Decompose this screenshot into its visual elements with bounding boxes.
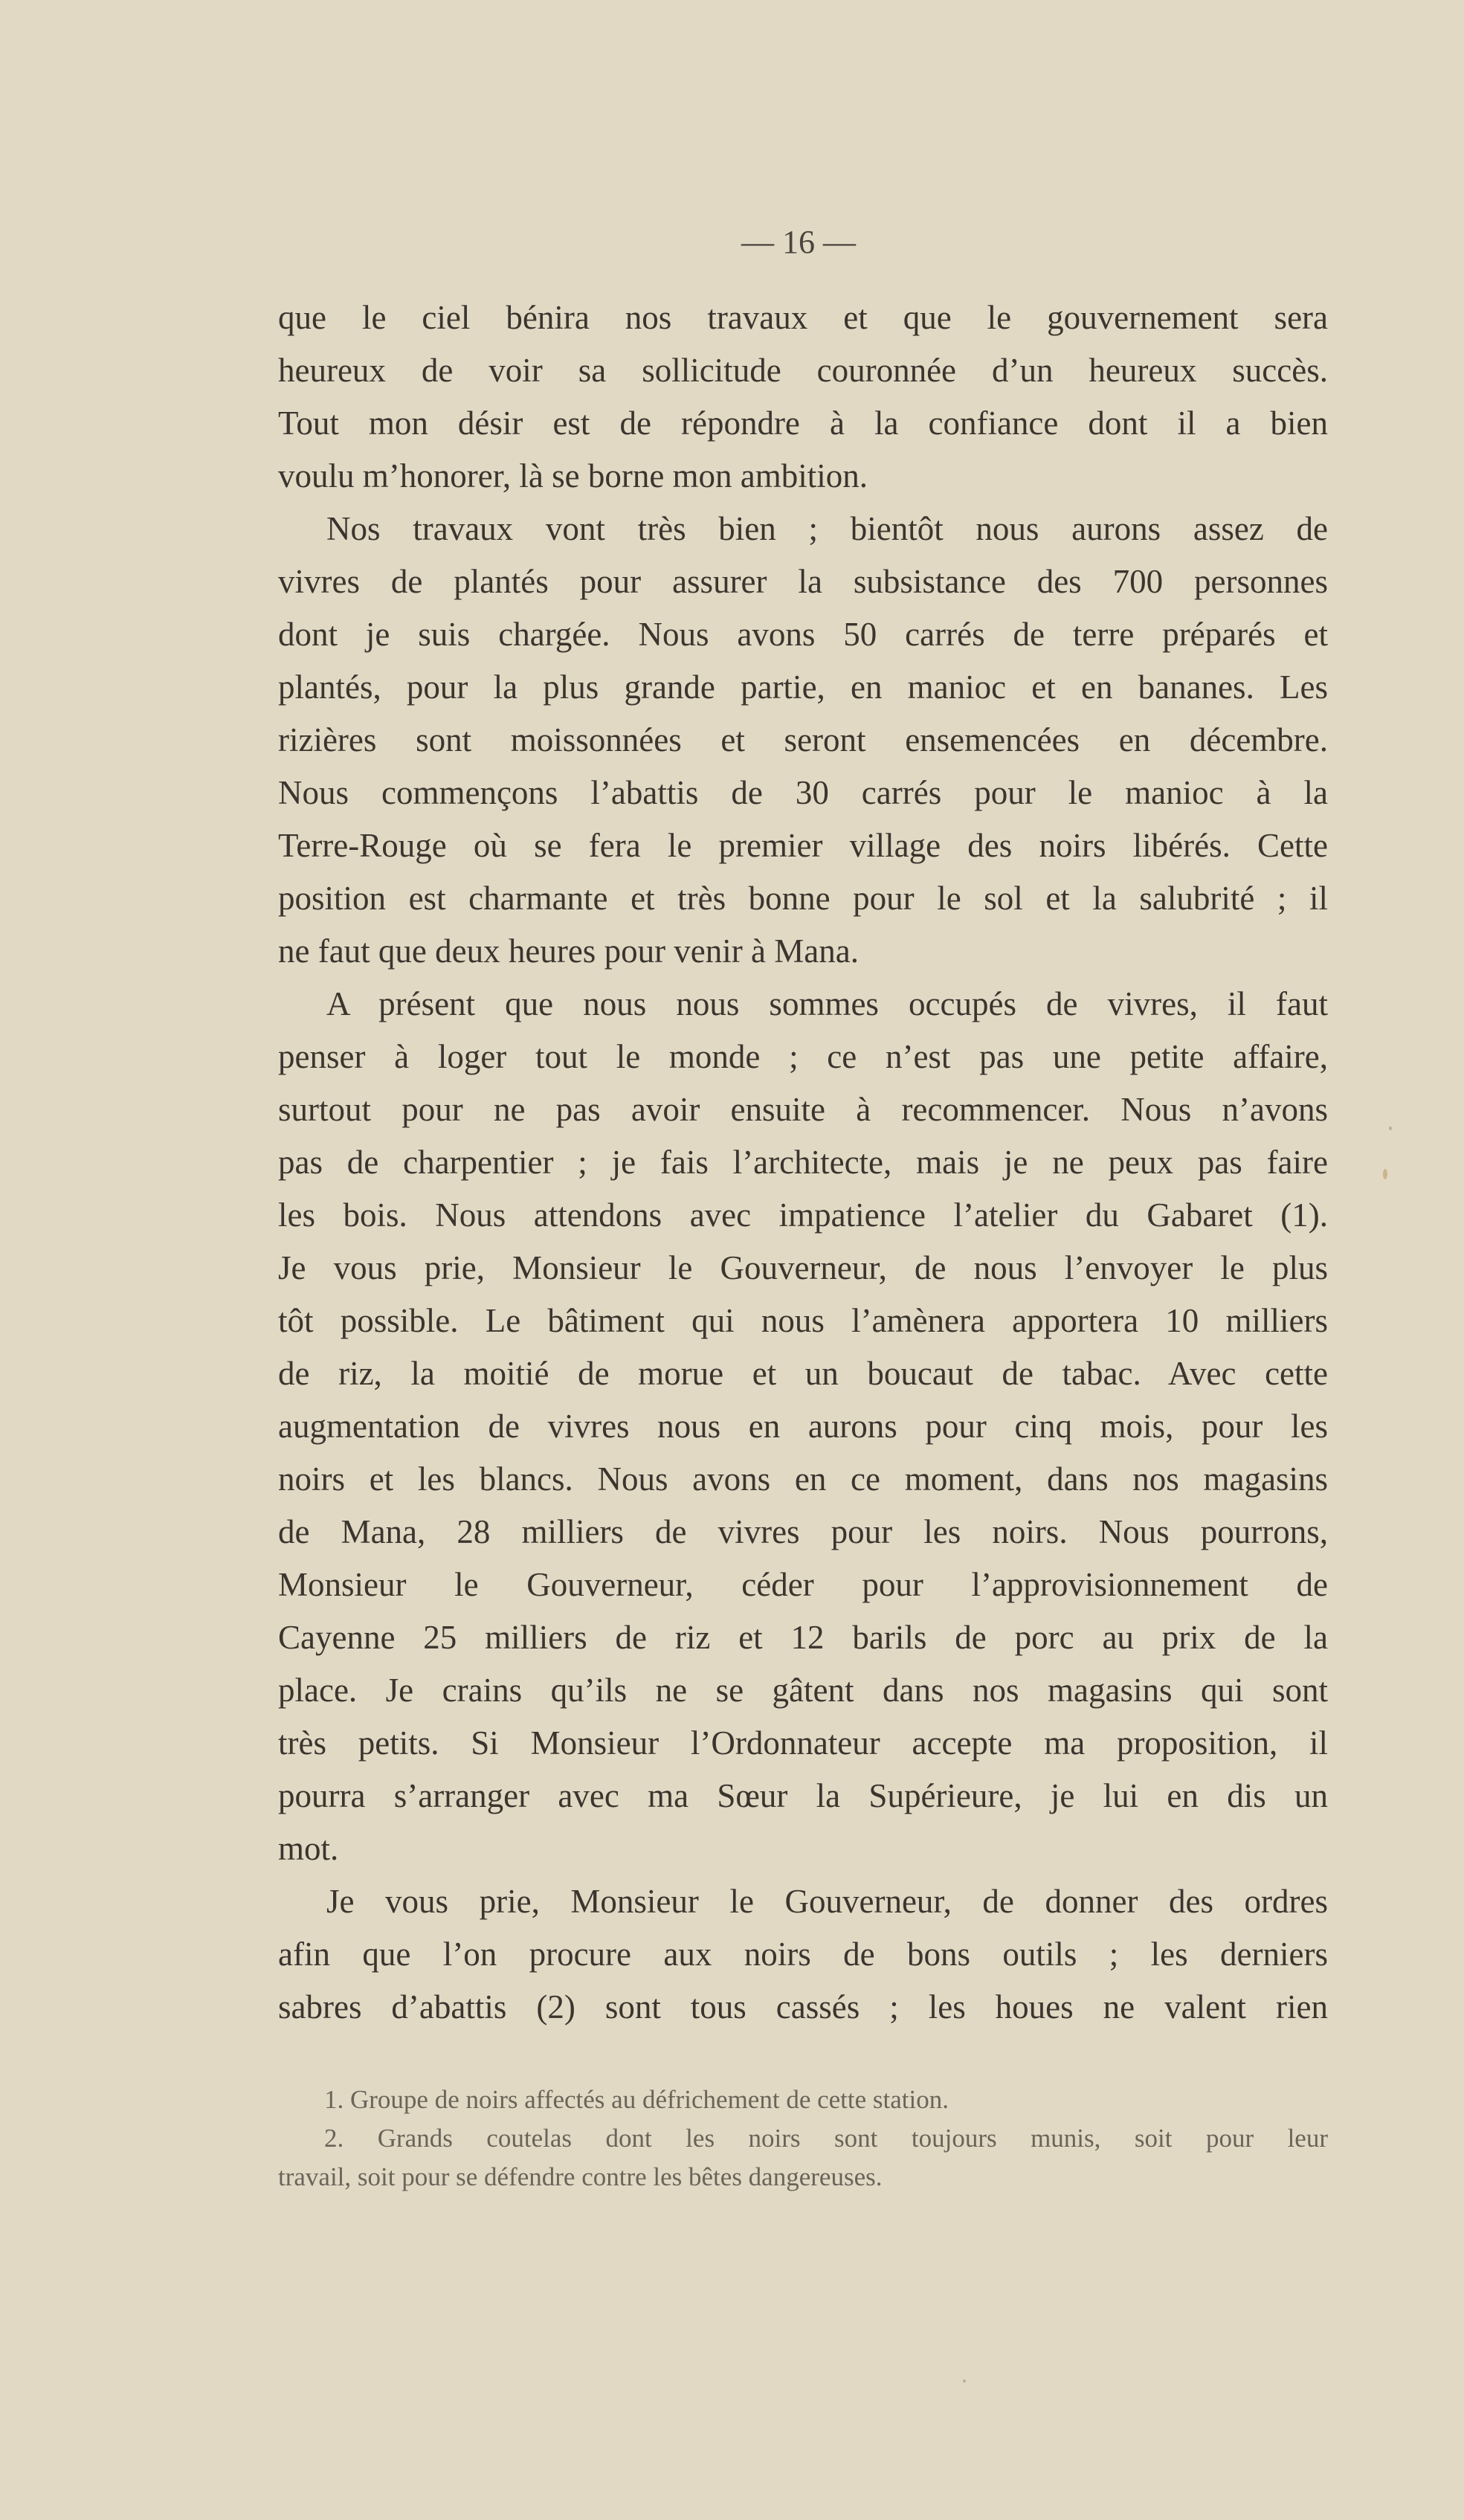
text-line: mot. <box>278 1830 339 1867</box>
text-line: penser à loger tout le monde ; ce n’est pas une petite affaire, <box>278 1038 1328 1075</box>
text-line: afin que l’on procure aux noirs de bons outils ; les derniers <box>278 1936 1328 1973</box>
text-line: très petits. Si Monsieur l’Ordonnateur accepte ma proposition, il <box>278 1724 1328 1762</box>
text-line: Monsieur le Gouverneur, céder pour l’approvisionnement de <box>278 1566 1328 1603</box>
paragraph <box>278 978 1328 1875</box>
text-line: Nous commençons l’abattis de 30 carrés pour le manioc à la <box>278 774 1328 811</box>
text-line: Je vous prie, Monsieur le Gouverneur, de donner des ordres <box>326 1883 1328 1920</box>
text-line: que le ciel bénira nos travaux et que le gouvernement sera <box>278 299 1328 336</box>
text-line: pourra s’arranger avec ma Sœur la Supérieure, je lui en dis un <box>278 1777 1328 1814</box>
page-number: — 16 — <box>741 224 856 260</box>
text-line: surtout pour ne pas avoir ensuite à recommencer. Nous n’avons <box>278 1091 1328 1128</box>
text-line: Je vous prie, Monsieur le Gouverneur, de nous l’envoyer le plus <box>278 1249 1328 1286</box>
text-line: pas de charpentier ; je fais l’architecte, mais je ne peux pas faire <box>278 1144 1328 1181</box>
text-line: plantés, pour la plus grande partie, en manioc et en bananes. Les <box>278 668 1328 706</box>
text-line: A présent que nous nous sommes occupés de vivres, il faut <box>326 985 1328 1022</box>
text-line: heureux de voir sa sollicitude couronnée d’un heureux succès. <box>278 352 1328 389</box>
margin-speck <box>1389 1127 1392 1130</box>
text-line: vivres de plantés pour assurer la subsistance des 700 personnes <box>278 563 1328 600</box>
footnote-line: 1. Groupe de noirs affectés au défrichement de cette station. <box>324 2085 949 2114</box>
text-line: augmentation de vivres nous en aurons pour cinq mois, pour les <box>278 1408 1328 1445</box>
footnotes <box>278 2081 1328 2197</box>
text-line: Nos travaux vont très bien ; bientôt nous aurons assez de <box>326 510 1328 547</box>
footnote <box>278 2119 1328 2197</box>
footnote-line: travail, soit pour se défendre contre les bêtes dangereuses. <box>278 2162 883 2191</box>
text-line: sabres d’abattis (2) sont tous cassés ; les houes ne valent rien <box>278 1988 1328 2026</box>
text-line: dont je suis chargée. Nous avons 50 carrés de terre préparés et <box>278 616 1328 653</box>
text-line: Terre-Rouge où se fera le premier village des noirs libérés. Cette <box>278 827 1328 864</box>
text-line: voulu m’honorer, là se borne mon ambition. <box>278 457 868 494</box>
footnote <box>278 2081 1328 2119</box>
margin-speck <box>963 2379 966 2382</box>
text-line: rizières sont moissonnées et seront ensemencées en décembre. <box>278 721 1328 758</box>
margin-speck <box>1383 1169 1387 1179</box>
text-line: de riz, la moitié de morue et un boucaut de tabac. Avec cette <box>278 1355 1328 1392</box>
text-line: place. Je crains qu’ils ne se gâtent dans nos magasins qui sont <box>278 1672 1328 1709</box>
text-line: position est charmante et très bonne pour le sol et la salubrité ; il <box>278 880 1328 917</box>
text-line: noirs et les blancs. Nous avons en ce moment, dans nos magasins <box>278 1460 1328 1498</box>
text-line: Tout mon désir est de répondre à la confiance dont il a bien <box>278 405 1328 442</box>
paragraph <box>278 503 1328 978</box>
text-line: de Mana, 28 milliers de vivres pour les noirs. Nous pourrons, <box>278 1513 1328 1550</box>
body-text <box>278 291 1328 2034</box>
text-line: Cayenne 25 milliers de riz et 12 barils de porc au prix de la <box>278 1619 1328 1656</box>
paragraph <box>278 1875 1328 2034</box>
text-line: ne faut que deux heures pour venir à Mana. <box>278 932 859 970</box>
text-line: tôt possible. Le bâtiment qui nous l’amènera apportera 10 milliers <box>278 1302 1328 1339</box>
paragraph <box>278 291 1328 503</box>
footnote-line: 2. Grands coutelas dont les noirs sont toujours munis, soit pour leur <box>324 2124 1328 2153</box>
text-line: les bois. Nous attendons avec impatience l’atelier du Gabaret (1). <box>278 1196 1328 1234</box>
